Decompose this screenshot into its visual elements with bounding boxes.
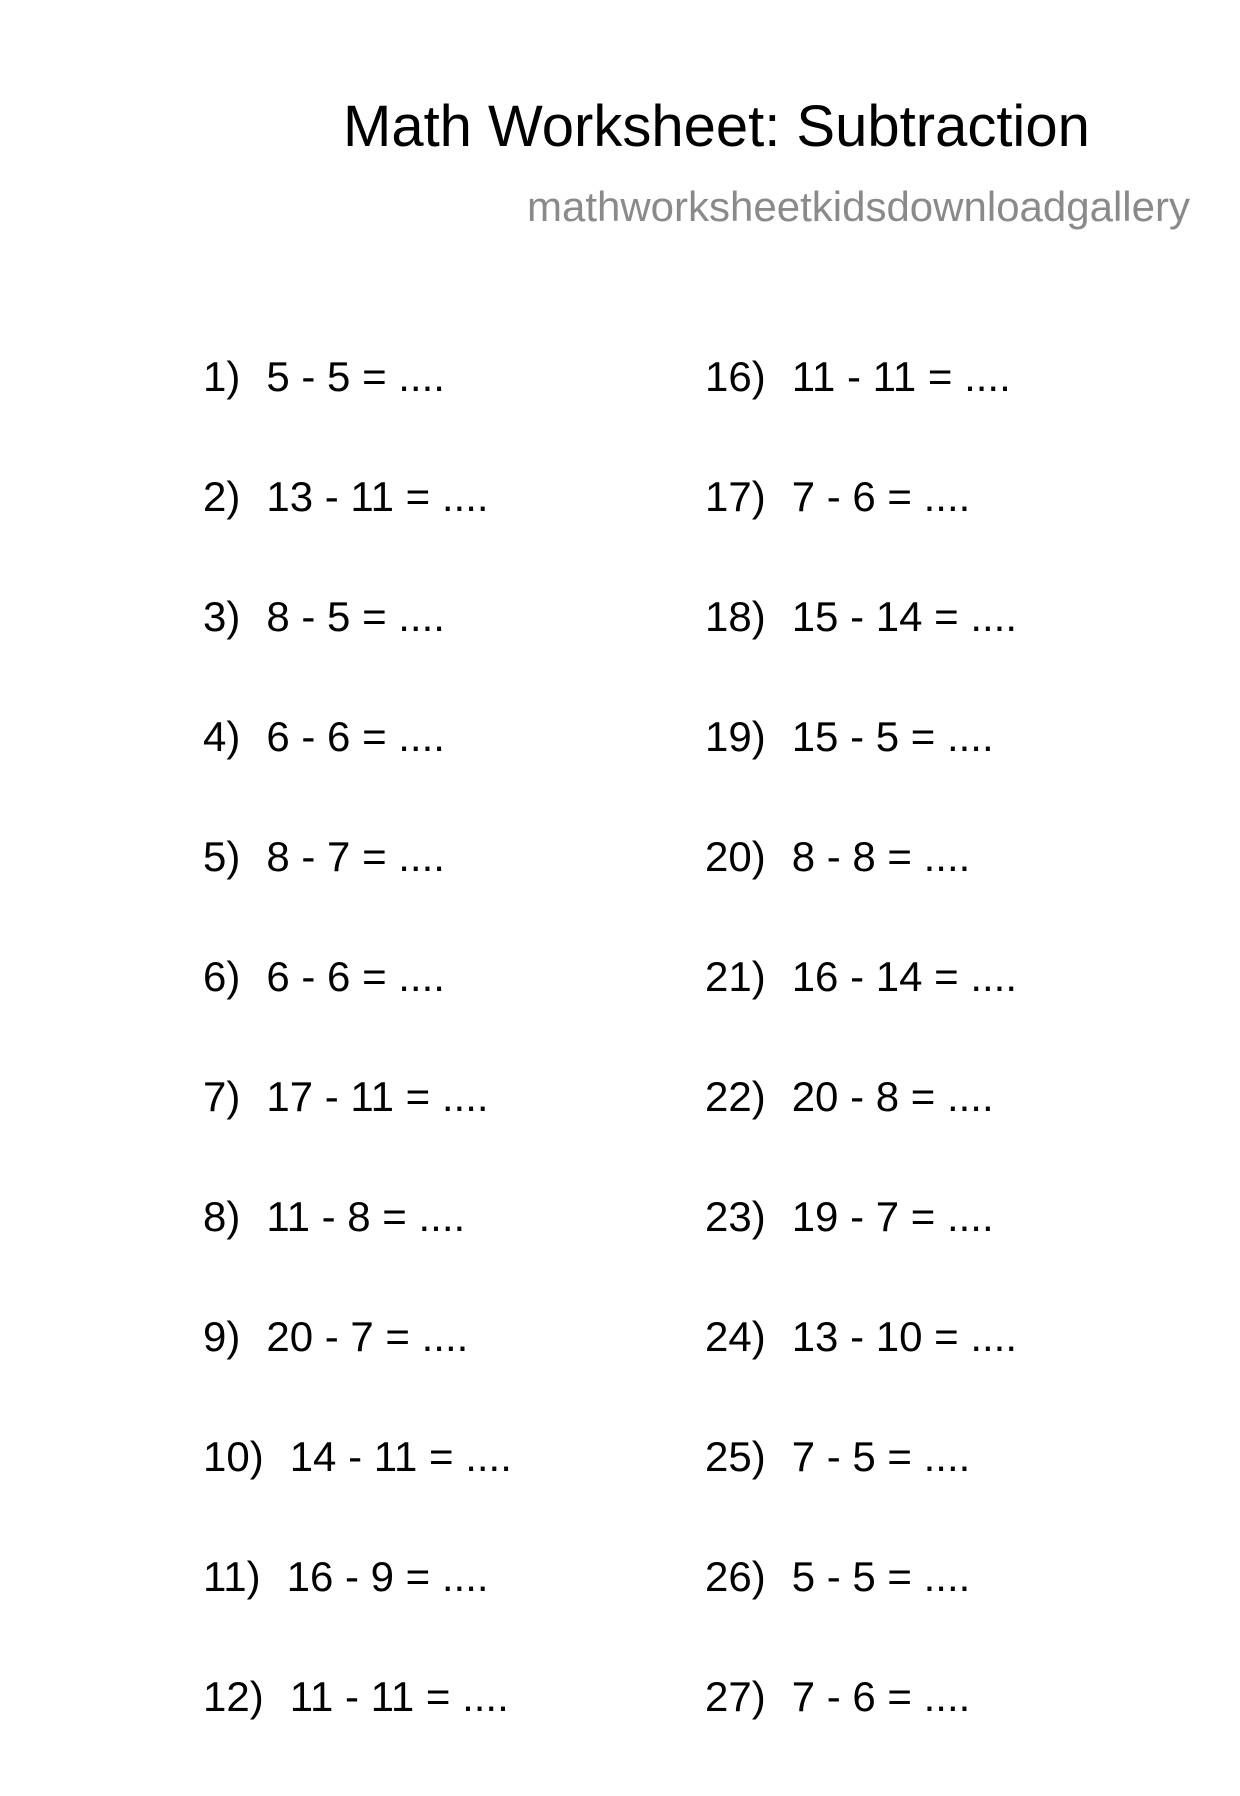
problem-item: [705, 1673, 1017, 1796]
problem-item: [203, 953, 512, 1076]
problem-item: [705, 833, 1017, 956]
problem-item: [705, 1433, 1017, 1556]
problem-expression: 6 - 6 = ....: [266, 713, 445, 760]
problem-number: 27): [705, 1673, 766, 1720]
problem-expression: 7 - 5 = ....: [791, 1433, 971, 1480]
problem-item: [705, 473, 1017, 596]
problem-expression: 15 - 14 = ....: [791, 593, 1018, 640]
problem-item: [203, 1193, 512, 1316]
problem-expression: 20 - 7 = ....: [266, 1313, 469, 1360]
problem-expression: 8 - 8 = ....: [791, 833, 971, 880]
problem-expression: 7 - 6 = ....: [791, 473, 971, 520]
problem-number: 16): [705, 353, 766, 400]
problem-expression: 11 - 11 = ....: [791, 353, 1011, 400]
problem-number: 17): [705, 473, 766, 520]
problem-expression: 16 - 14 = ....: [791, 953, 1018, 1000]
problem-number: 11): [203, 1553, 261, 1600]
page-title: Math Worksheet: Subtraction: [343, 94, 1090, 159]
problem-item: [705, 713, 1017, 836]
problem-item: [203, 1433, 512, 1556]
problem-item: [203, 353, 512, 476]
problem-expression: 20 - 8 = ....: [791, 1073, 994, 1120]
problem-number: 7): [203, 1073, 241, 1120]
problem-expression: 7 - 6 = ....: [791, 1673, 971, 1720]
problem-item: [203, 593, 512, 716]
problem-item: [705, 593, 1018, 716]
problem-item: [203, 713, 512, 836]
problem-item: [705, 953, 1018, 1076]
problem-number: 2): [203, 473, 241, 520]
problem-number: 5): [203, 833, 241, 880]
problem-expression: 15 - 5 = ....: [791, 713, 994, 760]
problem-expression: 11 - 8 = ....: [266, 1193, 466, 1240]
problem-item: [705, 1073, 1017, 1196]
problem-number: 3): [203, 593, 241, 640]
problem-number: 9): [203, 1313, 241, 1360]
problem-number: 21): [705, 953, 766, 1000]
problem-item: [203, 1313, 512, 1436]
problem-expression: 17 - 11 = ....: [266, 1073, 489, 1120]
problem-expression: 5 - 5 = ....: [266, 353, 445, 400]
problem-number: 24): [705, 1313, 766, 1360]
problem-item: [705, 353, 1017, 476]
problem-item: [203, 1553, 512, 1676]
problem-number: 1): [203, 353, 241, 400]
problem-expression: 16 - 9 = ....: [286, 1553, 489, 1600]
problem-item: [705, 1193, 1017, 1316]
problem-expression: 8 - 5 = ....: [266, 593, 445, 640]
problem-number: 4): [203, 713, 241, 760]
problem-number: 6): [203, 953, 241, 1000]
problem-number: 23): [705, 1193, 766, 1240]
problem-number: 8): [203, 1193, 241, 1240]
problem-expression: 13 - 11 = ....: [266, 473, 489, 520]
problem-item: [203, 1073, 512, 1196]
problem-expression: 6 - 6 = ....: [266, 953, 445, 1000]
site-name: mathworksheetkidsdownloadgallery: [526, 183, 1190, 230]
problem-number: 19): [705, 713, 766, 760]
problem-number: 25): [705, 1433, 766, 1480]
problem-number: 20): [705, 833, 766, 880]
problem-expression: 13 - 10 = ....: [791, 1313, 1018, 1360]
problem-expression: 14 - 11 = ....: [289, 1433, 512, 1480]
problem-item: [203, 833, 512, 956]
problem-item: [705, 1313, 1018, 1436]
problem-expression: 11 - 11 = ....: [289, 1673, 509, 1720]
problem-expression: 5 - 5 = ....: [791, 1553, 971, 1600]
problem-item: [705, 1553, 1017, 1676]
problem-expression: 19 - 7 = ....: [791, 1193, 994, 1240]
problem-number: 18): [705, 593, 766, 640]
problem-item: [203, 473, 512, 596]
problem-number: 12): [203, 1673, 264, 1720]
problem-number: 22): [705, 1073, 766, 1120]
problem-number: 10): [203, 1433, 264, 1480]
problem-number: 26): [705, 1553, 766, 1600]
problem-list-right: [705, 353, 1018, 1796]
problem-list-left: [203, 353, 512, 1796]
problem-expression: 8 - 7 = ....: [266, 833, 445, 880]
problem-item: [203, 1673, 512, 1796]
